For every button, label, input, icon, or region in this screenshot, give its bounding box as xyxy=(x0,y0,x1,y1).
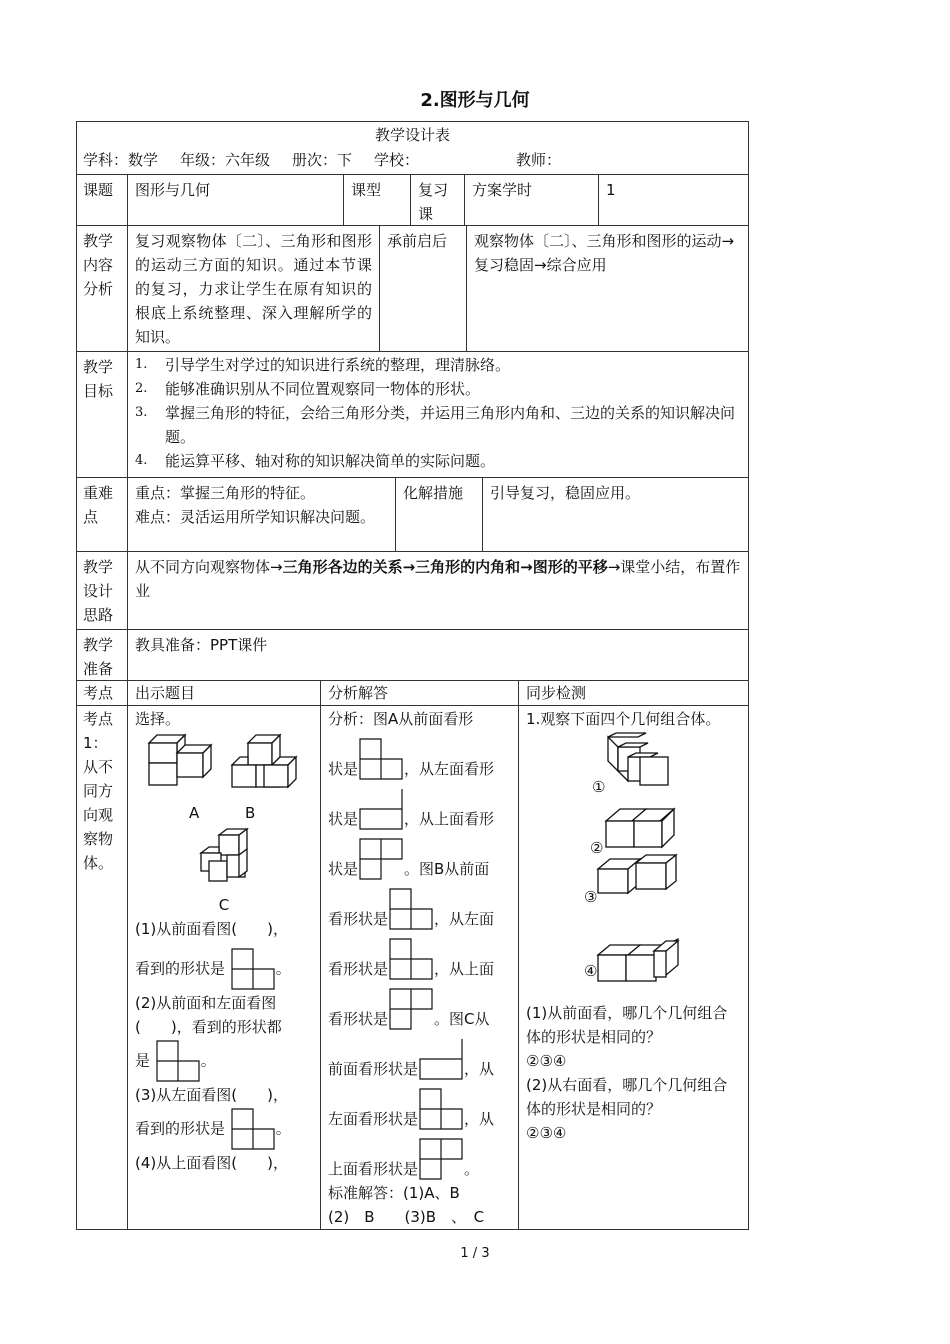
question-cell xyxy=(128,706,321,1229)
q1-line2 xyxy=(135,947,313,991)
analysis-line xyxy=(328,981,511,1031)
q3-period: 。 xyxy=(275,1119,291,1138)
analysis-line xyxy=(328,1131,511,1181)
goals-list-cell xyxy=(128,352,748,477)
design-seg2: 三角形各边的关系→三角形的内角和→图形的平移 xyxy=(282,558,608,576)
analysis-line xyxy=(328,881,511,931)
answer-line1: 标准解答：(1)A、B xyxy=(328,1184,460,1202)
check-a2: ②③④ xyxy=(526,1124,567,1142)
prep-row xyxy=(77,630,748,681)
col-check: 同步检测 xyxy=(526,684,587,702)
analysis-line xyxy=(328,1031,511,1081)
goal-number: 3. xyxy=(135,405,148,420)
analysis-text: 前面看形状是 xyxy=(328,1060,419,1078)
school: 学校： xyxy=(374,151,420,169)
question-intro: 选择。 xyxy=(135,710,181,728)
goals-list xyxy=(135,353,741,473)
view-shape-wide-icon xyxy=(358,787,404,831)
view-shape-corner-icon xyxy=(358,837,404,881)
topic-row xyxy=(77,175,748,226)
key-row xyxy=(77,478,748,552)
key-point: 重点：掌握三角形的特征。 xyxy=(135,484,316,502)
key-points xyxy=(128,478,396,551)
q1-period: 。 xyxy=(275,959,291,978)
check-cell xyxy=(519,706,748,1229)
goals-label: 教学目标 xyxy=(77,352,128,477)
analysis-line xyxy=(328,781,511,831)
q2-period: 。 xyxy=(200,1051,216,1070)
design-seg1: 从不同方向观察物体→ xyxy=(135,558,283,576)
subject: 学科：数学 xyxy=(83,151,159,169)
analysis-text: 。 xyxy=(464,1160,480,1178)
check-figures xyxy=(526,731,741,947)
difficult-point: 难点：灵活运用所学知识解决问题。 xyxy=(135,508,376,526)
grade: 年级：六年级 xyxy=(180,151,271,169)
goal-text: 能运算平移、轴对称的知识解决简单的实际问题。 xyxy=(165,452,496,470)
measure-label: 化解措施 xyxy=(396,478,483,551)
analysis-text: ，从上面 xyxy=(434,960,495,978)
analysis-text: ，从左面 xyxy=(434,910,495,928)
analysis-text: 。图C从 xyxy=(434,1010,490,1028)
goals-row xyxy=(77,352,748,478)
link-text: 观察物体〔二〕、三角形和图形的运动→复习稳固→综合应用 xyxy=(474,232,735,274)
q2-line1: (2)从前面和左面看图( )，看到的形状都 xyxy=(135,994,282,1036)
view-shape-l-icon xyxy=(230,947,276,991)
view-shape-l-icon xyxy=(358,737,404,781)
analysis-text: 左面看形状是 xyxy=(328,1110,419,1128)
analysis-text: ，从左面看形 xyxy=(404,760,495,778)
analysis-line xyxy=(328,931,511,981)
figure-b-cubes-icon xyxy=(230,731,300,791)
teacher: 教师： xyxy=(516,151,562,169)
question-figures xyxy=(135,731,313,891)
check-q2: (2)从右面看，哪几个几何组合体的形状是相同的？ xyxy=(526,1076,728,1118)
page-title: 2.图形与几何 xyxy=(420,90,530,111)
marker-1: ① xyxy=(592,778,606,796)
goal-number: 4. xyxy=(135,453,148,468)
analysis-text: 看形状是 xyxy=(328,1010,389,1028)
answer-line2: (2) B (3)B 、 C xyxy=(328,1208,485,1226)
hours-label: 方案学时 xyxy=(465,175,599,225)
marker-4: ④ xyxy=(584,962,598,980)
analysis-text: ，从 xyxy=(464,1110,495,1128)
analysis-text: 看形状是 xyxy=(328,910,389,928)
col-exam: 考点 xyxy=(77,681,128,705)
q1-text: 看到的形状是 xyxy=(135,959,226,978)
analysis-text: 上面看形状是 xyxy=(328,1160,419,1178)
col-analysis: 分析解答 xyxy=(321,681,519,705)
check-a1: ②③④ xyxy=(526,1052,567,1070)
analysis-text: 状是 xyxy=(328,810,359,828)
analysis-cell xyxy=(321,706,519,1229)
analysis-text: 看形状是 xyxy=(328,960,389,978)
goal-item xyxy=(135,377,741,401)
figure-c-label: C xyxy=(218,896,230,914)
view-shape-corner-icon xyxy=(388,987,434,1031)
composite-1-cubes-icon xyxy=(606,731,676,791)
design-seg3: →课堂小结，布置作业 xyxy=(135,558,741,600)
content-analysis: 复习观察物体〔二〕、三角形和图形的运动三方面的知识。通过本节课的复习，力求让学生在原有知识的根底上系统整理、深入理解所学的知识。 xyxy=(128,226,380,351)
goal-item xyxy=(135,449,741,473)
design-row xyxy=(77,552,748,630)
topic-value: 图形与几何 xyxy=(128,175,344,225)
design-label: 教学设计思路 xyxy=(77,552,128,629)
q2-text: 是 xyxy=(135,1051,151,1070)
analysis-text: ，从上面看形 xyxy=(404,810,495,828)
q2-line2 xyxy=(135,1039,313,1083)
check-figure-4 xyxy=(526,937,741,1001)
prep-label: 教学准备 xyxy=(77,630,128,680)
prep-text: 教具准备：PPT课件 xyxy=(135,636,268,654)
goal-text: 掌握三角形的特征，会给三角形分类，并运用三角形内角和、三边的关系的知识解决问题。 xyxy=(165,404,736,446)
analysis-line xyxy=(328,731,511,781)
q3-line1: (3)从左面看图( )， xyxy=(135,1086,288,1104)
figure-a-label: A xyxy=(189,804,200,822)
goal-text: 能够准确识别从不同位置观察同一物体的形状。 xyxy=(165,380,481,398)
composite-4-cubes-icon xyxy=(596,937,686,987)
content-row xyxy=(77,226,748,352)
view-shape-l-icon xyxy=(155,1039,201,1083)
goal-number: 1. xyxy=(135,357,148,372)
figure-c-cubes-icon xyxy=(197,827,257,887)
exam-label: 考点1：从不同方向观察物体。 xyxy=(77,706,128,1229)
check-intro: 1.观察下面四个几何组合体。 xyxy=(526,710,721,728)
analysis-text: 。图B从前面 xyxy=(404,860,490,878)
view-shape-l-icon xyxy=(388,937,434,981)
composite-2-cubes-icon xyxy=(604,803,684,853)
analysis-line xyxy=(328,831,511,881)
view-shape-corner-icon xyxy=(418,1137,464,1181)
analysis-line xyxy=(328,1081,511,1131)
table-caption: 教学设计表 xyxy=(374,126,450,144)
check-q1: (1)从前面看，哪几个几何组合体的形状是相同的？ xyxy=(526,1004,728,1046)
goal-item xyxy=(135,353,741,377)
view-shape-l-icon xyxy=(230,1107,276,1151)
col-question: 出示题目 xyxy=(128,681,321,705)
analysis-line: 分析：图A从前面看形 xyxy=(328,710,474,728)
figure-a-cubes-icon xyxy=(147,731,217,791)
goal-text: 引导学生对学过的知识进行系统的整理，理清脉络。 xyxy=(165,356,511,374)
columns-header-row xyxy=(77,681,748,706)
marker-3: ③ xyxy=(584,888,598,906)
type-label: 课型 xyxy=(344,175,411,225)
view-shape-l-icon xyxy=(388,887,434,931)
table-header-info xyxy=(77,149,748,174)
view-shape-wide-icon xyxy=(418,1037,464,1081)
key-label: 重难点 xyxy=(77,478,128,551)
marker-2: ② xyxy=(590,839,604,857)
table-header xyxy=(77,122,748,175)
analysis-text: 状是 xyxy=(328,860,359,878)
analysis-text: ，从 xyxy=(464,1060,495,1078)
type-value: 复习课 xyxy=(411,175,465,225)
goal-number: 2. xyxy=(135,381,148,396)
content-label: 教学内容分析 xyxy=(77,226,128,351)
lesson-design-table xyxy=(76,121,749,1230)
goal-item xyxy=(135,401,741,449)
measure-text: 引导复习，稳固应用。 xyxy=(490,484,641,502)
q1-line1: (1)从前面看图( )， xyxy=(135,920,288,938)
hours-value: 1 xyxy=(606,181,616,199)
exam-row xyxy=(77,706,748,1229)
link-label: 承前启后 xyxy=(380,226,467,351)
q4-line1: (4)从上面看图( )， xyxy=(135,1154,288,1172)
analysis-text: 状是 xyxy=(328,760,359,778)
figure-b-label: B xyxy=(245,804,256,822)
q3-text: 看到的形状是 xyxy=(135,1119,226,1138)
design-text xyxy=(128,552,748,629)
q3-line2 xyxy=(135,1107,313,1151)
page-number: 1 / 3 xyxy=(460,1246,490,1261)
view-shape-l-icon xyxy=(418,1087,464,1131)
volume: 册次：下 xyxy=(292,151,353,169)
composite-3-cubes-icon xyxy=(596,851,686,901)
topic-label: 课题 xyxy=(77,175,128,225)
